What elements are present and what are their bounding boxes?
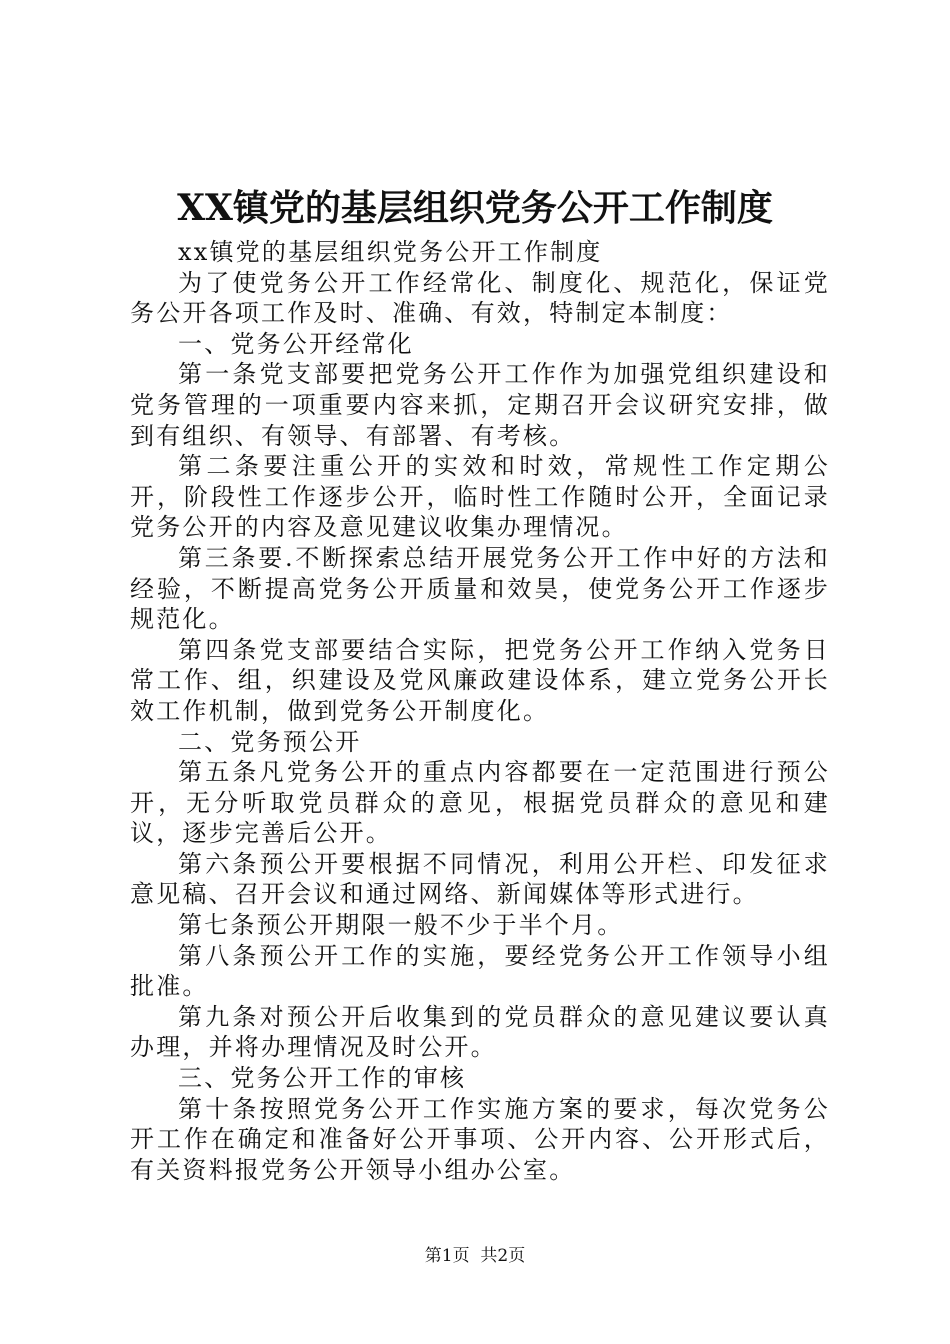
article-7: 第七条预公开期限一般不少于半个月。 xyxy=(178,911,624,940)
section-heading-2: 二、党务预公开 xyxy=(178,727,362,756)
article-8: 第八条预公开工作的实施，要经党务公开工作领导小组批准。 xyxy=(130,941,830,1001)
article-4: 第四条党支部要结合实际，把党务公开工作纳入党务日常工作、组，织建设及党风廉政建设体系，建立党务公开长效工作机制，做到党务公开制度化。 xyxy=(130,635,830,725)
page-number: 第1页 xyxy=(424,1246,470,1266)
document-title: XX镇党的基层组织党务公开工作制度 xyxy=(177,187,773,229)
article-1: 第一条党支部要把党务公开工作作为加强党组织建设和党务管理的一项重要内容来抓，定期召开会议研究安排，做到有组织、有领导、有部署、有考核。 xyxy=(130,360,830,450)
article-2: 第二条要注重公开的实效和时效，常规性工作定期公开，阶段性工作逐步公开，临时性工作随时公开，全面记录党务公开的内容及意见建议收集办理情况。 xyxy=(130,452,830,542)
article-10: 第十条按照党务公开工作实施方案的要求，每次党务公开工作在确定和准备好公开事项、公开内容、公开形式后，有关资料报党务公开领导小组办公室。 xyxy=(130,1094,830,1184)
paragraph-intro: 为了使党务公开工作经常化、制度化、规范化，保证党务公开各项工作及时、准确、有效，特制定本制度： xyxy=(130,268,830,328)
page-footer xyxy=(0,1244,950,1268)
paragraph-subtitle: xx镇党的基层组织党务公开工作制度 xyxy=(178,238,603,266)
page-total: 共2页 xyxy=(480,1246,526,1266)
section-heading-3: 三、党务公开工作的审核 xyxy=(178,1064,467,1093)
article-6: 第六条预公开要根据不同情况，利用公开栏、印发征求意见稿、召开会议和通过网络、新闻媒体等形式进行。 xyxy=(130,849,830,909)
document-body xyxy=(130,237,830,1185)
section-heading-1: 一、党务公开经常化 xyxy=(178,329,414,358)
article-9: 第九条对预公开后收集到的党员群众的意见建议要认真办理，并将办理情况及时公开。 xyxy=(130,1002,830,1062)
article-5: 第五条凡党务公开的重点内容都要在一定范围进行预公开，无分听取党员群众的意见，根据党员群众的意见和建议，逐步完善后公开。 xyxy=(130,758,830,848)
article-3: 第三条要.不断探索总结开展党务公开工作中好的方法和经验，不断提高党务公开质量和效昊，使党务公开工作逐步规范化。 xyxy=(130,543,830,634)
